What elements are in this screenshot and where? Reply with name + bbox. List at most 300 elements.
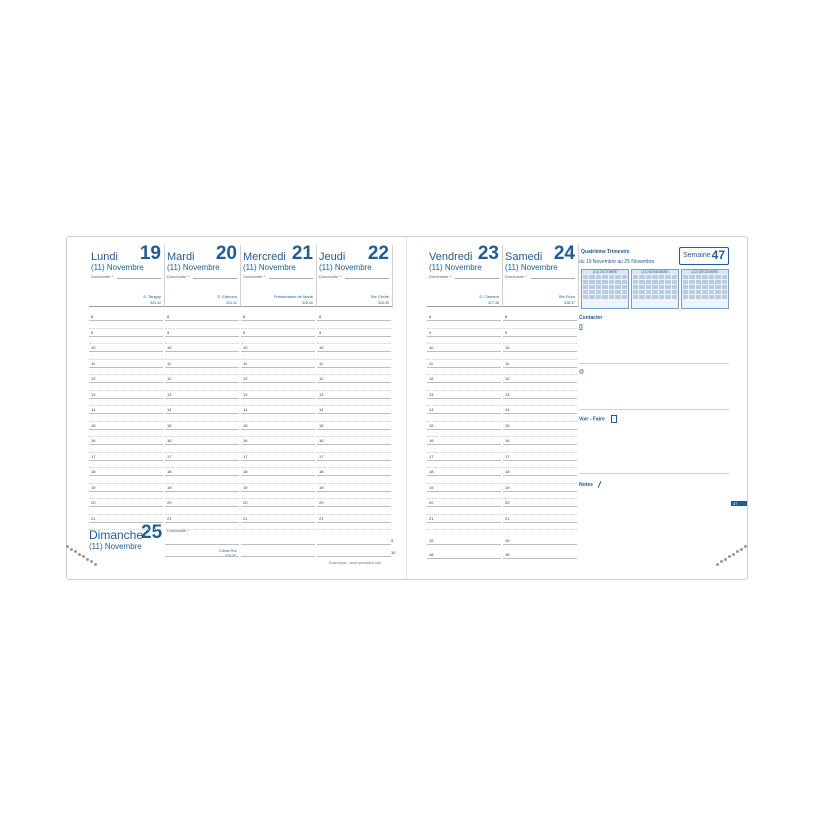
mini-calendar-day bbox=[633, 275, 638, 279]
half-hour-line[interactable] bbox=[89, 514, 163, 515]
hour-label: 11 bbox=[319, 360, 324, 366]
mini-calendar-day bbox=[702, 285, 707, 289]
pen-icon bbox=[597, 481, 601, 488]
hour-line[interactable] bbox=[165, 413, 239, 414]
mini-calendar-day bbox=[646, 295, 651, 299]
hour-line[interactable] bbox=[317, 320, 391, 321]
hour-line[interactable] bbox=[89, 444, 163, 445]
half-hour-line[interactable] bbox=[165, 467, 239, 468]
hour-line[interactable] bbox=[165, 506, 239, 507]
half-hour-line[interactable] bbox=[503, 343, 577, 344]
mini-calendar-day bbox=[689, 285, 694, 289]
day-name: Mercredi bbox=[243, 251, 286, 263]
half-hour-line[interactable] bbox=[427, 483, 501, 484]
contacter-label bbox=[579, 315, 602, 321]
hour-label: 12 bbox=[167, 376, 172, 381]
mini-calendar-day bbox=[652, 295, 657, 299]
saint-name: Ste Flora bbox=[558, 294, 575, 299]
hour-line[interactable] bbox=[241, 398, 315, 399]
half-hour-line[interactable] bbox=[89, 483, 163, 484]
hour-line[interactable] bbox=[241, 351, 315, 352]
hour-line[interactable] bbox=[89, 398, 163, 399]
half-hour-line[interactable] bbox=[165, 390, 239, 391]
day-month: (11) Novembre bbox=[429, 263, 482, 272]
half-hour-line[interactable] bbox=[89, 343, 163, 344]
perforation-dot bbox=[720, 560, 723, 563]
mini-calendar-day bbox=[639, 290, 644, 294]
perforation-dot bbox=[724, 558, 727, 561]
hour-line[interactable] bbox=[241, 506, 315, 507]
hour-line[interactable] bbox=[165, 367, 239, 368]
dominante-line bbox=[269, 278, 313, 279]
hour-line[interactable] bbox=[165, 460, 239, 461]
hour-line[interactable] bbox=[89, 413, 163, 414]
mini-calendar-day bbox=[622, 290, 627, 294]
hour-line[interactable] bbox=[89, 320, 163, 321]
half-hour-line[interactable] bbox=[165, 483, 239, 484]
hour-line[interactable] bbox=[317, 336, 391, 337]
day-month: (11) Novembre bbox=[319, 263, 372, 272]
planner-spread bbox=[66, 236, 748, 580]
half-hour-line[interactable] bbox=[165, 374, 239, 375]
half-hour-line[interactable] bbox=[427, 390, 501, 391]
hour-line[interactable] bbox=[427, 351, 501, 352]
hour-line[interactable] bbox=[427, 558, 501, 559]
hour-line[interactable] bbox=[165, 522, 239, 523]
mini-calendar-day bbox=[633, 285, 638, 289]
half-hour-line[interactable] bbox=[165, 421, 239, 422]
half-hour-line[interactable] bbox=[503, 405, 577, 406]
hour-line[interactable] bbox=[503, 367, 577, 368]
hour-line[interactable] bbox=[427, 475, 501, 476]
perforation-dot bbox=[732, 553, 735, 556]
mini-calendar-day bbox=[589, 295, 594, 299]
phone-icon: ▯ bbox=[579, 324, 583, 331]
mini-calendar-day bbox=[689, 275, 694, 279]
hour-line[interactable] bbox=[89, 506, 163, 507]
mini-calendar-day bbox=[583, 285, 588, 289]
half-hour-line[interactable] bbox=[427, 328, 501, 329]
half-hour-line[interactable] bbox=[503, 436, 577, 437]
mini-calendar-day bbox=[609, 290, 614, 294]
hour-line[interactable] bbox=[427, 398, 501, 399]
mini-calendar-day bbox=[596, 280, 601, 284]
mini-calendar-day bbox=[715, 280, 720, 284]
hour-line[interactable] bbox=[89, 460, 163, 461]
hour-line[interactable] bbox=[165, 444, 239, 445]
half-hour-line[interactable] bbox=[503, 483, 577, 484]
hour-line[interactable] bbox=[317, 491, 391, 492]
half-hour-line[interactable] bbox=[89, 529, 163, 530]
hour-line[interactable] bbox=[503, 413, 577, 414]
mini-calendar-day bbox=[689, 280, 694, 284]
hour-line[interactable] bbox=[503, 336, 577, 337]
mini-calendar-day bbox=[583, 275, 588, 279]
mini-calendar-day bbox=[646, 280, 651, 284]
half-hour-line[interactable] bbox=[317, 374, 391, 375]
half-hour-line[interactable] bbox=[89, 390, 163, 391]
sunday-hour-line[interactable] bbox=[317, 556, 391, 557]
hour-line[interactable] bbox=[241, 475, 315, 476]
hour-line[interactable] bbox=[503, 475, 577, 476]
hour-label: 14 bbox=[91, 407, 96, 412]
hour-label: 16 bbox=[319, 438, 324, 443]
mini-calendar-day bbox=[722, 285, 727, 289]
perforation-dot bbox=[82, 555, 85, 558]
hour-line[interactable] bbox=[241, 413, 315, 414]
dominante-line bbox=[117, 278, 161, 279]
hour-line[interactable] bbox=[427, 320, 501, 321]
mini-calendar-day bbox=[672, 290, 677, 294]
half-hour-line[interactable] bbox=[165, 328, 239, 329]
mini-calendar-day bbox=[659, 295, 664, 299]
half-hour-line[interactable] bbox=[503, 359, 577, 360]
hour-label: 20 bbox=[91, 500, 96, 505]
hour-line[interactable] bbox=[503, 460, 577, 461]
hour-label: 20 bbox=[505, 500, 510, 505]
day-column-saturday bbox=[503, 245, 579, 307]
half-hour-line[interactable] bbox=[241, 343, 315, 344]
mini-calendar-day bbox=[715, 285, 720, 289]
half-hour-line[interactable] bbox=[427, 374, 501, 375]
hour-label: 13 bbox=[505, 391, 510, 397]
half-hour-line[interactable] bbox=[503, 514, 577, 515]
saint-name: Ste Cécile bbox=[370, 294, 389, 299]
half-hour-line[interactable] bbox=[241, 436, 315, 437]
half-hour-line[interactable] bbox=[317, 467, 391, 468]
sunday-hour-line[interactable] bbox=[165, 544, 239, 545]
mini-calendar-day bbox=[639, 280, 644, 284]
hour-line[interactable] bbox=[89, 382, 163, 383]
hour-label: 10 bbox=[505, 345, 510, 350]
hour-line[interactable] bbox=[165, 491, 239, 492]
hour-line[interactable] bbox=[165, 398, 239, 399]
hour-line[interactable] bbox=[427, 382, 501, 383]
hour-line[interactable] bbox=[503, 491, 577, 492]
mini-calendar-day bbox=[683, 275, 688, 279]
half-hour-line[interactable] bbox=[241, 328, 315, 329]
hour-line[interactable] bbox=[241, 429, 315, 430]
hour-line[interactable] bbox=[317, 506, 391, 507]
half-hour-line[interactable] bbox=[317, 436, 391, 437]
dominante-label: Dominante * bbox=[505, 274, 528, 279]
hour-line[interactable] bbox=[89, 491, 163, 492]
hour-line[interactable] bbox=[241, 367, 315, 368]
half-hour-line[interactable] bbox=[241, 467, 315, 468]
hour-label: 16 bbox=[429, 438, 434, 443]
half-hour-line[interactable] bbox=[503, 374, 577, 375]
hour-label: 21 bbox=[505, 515, 510, 521]
hour-line[interactable] bbox=[427, 336, 501, 337]
hour-label: 21 bbox=[167, 515, 172, 521]
day-number: 20 bbox=[215, 243, 237, 264]
hour-label: 10 bbox=[243, 345, 248, 350]
hour-label: 11 bbox=[429, 360, 434, 366]
mini-calendar-title: (12) DÉCEMBRE bbox=[682, 270, 728, 274]
hour-line[interactable] bbox=[165, 382, 239, 383]
hour-line[interactable] bbox=[503, 320, 577, 321]
half-hour-line[interactable] bbox=[165, 529, 239, 530]
half-hour-line[interactable] bbox=[317, 421, 391, 422]
hour-label: 8 bbox=[429, 314, 432, 319]
mini-calendar-day bbox=[702, 295, 707, 299]
hour-label: 10 bbox=[319, 345, 324, 350]
hour-line[interactable] bbox=[503, 558, 577, 559]
hour-line[interactable] bbox=[89, 351, 163, 352]
half-hour-line[interactable] bbox=[317, 514, 391, 515]
half-hour-line[interactable] bbox=[89, 421, 163, 422]
mini-calendar-title: (11) NOVEMBRE bbox=[632, 270, 678, 274]
hour-label: 20 bbox=[167, 500, 172, 505]
hour-line[interactable] bbox=[165, 475, 239, 476]
half-hour-line[interactable] bbox=[427, 452, 501, 453]
perforation-dot bbox=[90, 560, 93, 563]
half-hour-line[interactable] bbox=[165, 452, 239, 453]
hour-line[interactable] bbox=[89, 475, 163, 476]
hour-label: 8 bbox=[243, 314, 246, 319]
half-hour-line[interactable] bbox=[89, 467, 163, 468]
hour-line[interactable] bbox=[317, 460, 391, 461]
half-hour-line[interactable] bbox=[503, 498, 577, 499]
mini-calendar-day bbox=[702, 275, 707, 279]
half-hour-line[interactable] bbox=[241, 452, 315, 453]
hour-label: 13 bbox=[167, 391, 172, 397]
hour-label: 18 bbox=[91, 469, 96, 474]
hour-line[interactable] bbox=[427, 413, 501, 414]
hour-line[interactable] bbox=[89, 367, 163, 368]
mini-calendar-day bbox=[622, 285, 627, 289]
hour-line[interactable] bbox=[165, 320, 239, 321]
hour-line[interactable] bbox=[503, 398, 577, 399]
hour-line[interactable] bbox=[427, 444, 501, 445]
hour-line[interactable] bbox=[317, 413, 391, 414]
voir-faire-label bbox=[579, 415, 617, 423]
day-of-year: 324-41 bbox=[226, 301, 237, 305]
hour-line[interactable] bbox=[427, 429, 501, 430]
half-hour-line[interactable] bbox=[503, 452, 577, 453]
hour-label: 15 bbox=[505, 422, 510, 428]
hour-label: 14 bbox=[243, 407, 248, 412]
hour-line[interactable] bbox=[503, 429, 577, 430]
half-hour-line[interactable] bbox=[317, 452, 391, 453]
perforation-dot bbox=[736, 550, 739, 553]
half-hour-line[interactable] bbox=[427, 529, 501, 530]
hour-line[interactable] bbox=[241, 320, 315, 321]
mini-calendar-december bbox=[681, 269, 729, 309]
half-hour-line[interactable] bbox=[241, 359, 315, 360]
hour-label: 12 bbox=[91, 376, 96, 381]
hour-line[interactable] bbox=[165, 336, 239, 337]
hour-line[interactable] bbox=[241, 460, 315, 461]
hour-label: 12 bbox=[319, 376, 324, 381]
half-hour-line[interactable] bbox=[317, 498, 391, 499]
hour-label: 15 bbox=[429, 538, 434, 543]
hour-line[interactable] bbox=[427, 367, 501, 368]
hour-label: 18 bbox=[429, 469, 434, 474]
hour-line[interactable] bbox=[317, 475, 391, 476]
half-hour-line[interactable] bbox=[165, 514, 239, 515]
half-hour-line[interactable] bbox=[427, 498, 501, 499]
hour-line[interactable] bbox=[241, 522, 315, 523]
mini-calendar-grid bbox=[582, 274, 628, 300]
mini-calendar-title: (10) OCTOBRE bbox=[582, 270, 628, 274]
hour-line[interactable] bbox=[427, 506, 501, 507]
half-hour-line[interactable] bbox=[89, 328, 163, 329]
hour-line[interactable] bbox=[89, 522, 163, 523]
hour-line[interactable] bbox=[427, 460, 501, 461]
hour-line[interactable] bbox=[241, 444, 315, 445]
half-hour-line[interactable] bbox=[503, 328, 577, 329]
half-hour-line[interactable] bbox=[89, 359, 163, 360]
half-hour-line[interactable] bbox=[165, 359, 239, 360]
half-hour-line[interactable] bbox=[317, 328, 391, 329]
hour-label: 12 bbox=[505, 376, 510, 381]
half-hour-line[interactable] bbox=[241, 498, 315, 499]
sunday-dominante: Dominante * bbox=[167, 528, 190, 533]
hour-line[interactable] bbox=[317, 429, 391, 430]
sunday-hour-line[interactable] bbox=[317, 544, 391, 545]
half-hour-line[interactable] bbox=[503, 390, 577, 391]
hour-label: 20 bbox=[429, 500, 434, 505]
hour-line[interactable] bbox=[241, 382, 315, 383]
half-hour-line[interactable] bbox=[317, 529, 391, 530]
half-hour-line[interactable] bbox=[165, 436, 239, 437]
hour-label: 16 bbox=[505, 438, 510, 443]
hour-line[interactable] bbox=[317, 522, 391, 523]
half-hour-line[interactable] bbox=[165, 498, 239, 499]
hour-line[interactable] bbox=[241, 491, 315, 492]
half-hour-line[interactable] bbox=[427, 343, 501, 344]
half-hour-line[interactable] bbox=[89, 374, 163, 375]
sunday-name: Dimanche bbox=[89, 528, 144, 542]
half-hour-line[interactable] bbox=[427, 359, 501, 360]
hour-line[interactable] bbox=[503, 382, 577, 383]
hour-line[interactable] bbox=[89, 429, 163, 430]
mini-calendar-day bbox=[596, 290, 601, 294]
half-hour-line[interactable] bbox=[89, 405, 163, 406]
half-hour-line[interactable] bbox=[241, 374, 315, 375]
half-hour-line[interactable] bbox=[427, 436, 501, 437]
hour-line[interactable] bbox=[503, 444, 577, 445]
hour-line[interactable] bbox=[317, 367, 391, 368]
hour-line[interactable] bbox=[427, 522, 501, 523]
hour-label: 16 bbox=[167, 438, 172, 443]
hour-label: 12 bbox=[429, 376, 434, 381]
half-hour-line[interactable] bbox=[241, 405, 315, 406]
half-hour-line[interactable] bbox=[241, 529, 315, 530]
half-hour-line[interactable] bbox=[89, 436, 163, 437]
perforation-dot bbox=[94, 563, 97, 566]
sunday-hour-line[interactable] bbox=[165, 556, 239, 557]
hour-line[interactable] bbox=[503, 506, 577, 507]
hour-line[interactable] bbox=[503, 522, 577, 523]
hour-line[interactable] bbox=[241, 336, 315, 337]
day-name: Lundi bbox=[91, 251, 118, 263]
hour-label: 19 bbox=[167, 484, 172, 490]
hour-line[interactable] bbox=[165, 351, 239, 352]
half-hour-line[interactable] bbox=[427, 514, 501, 515]
half-hour-line[interactable] bbox=[89, 498, 163, 499]
half-hour-line[interactable] bbox=[241, 514, 315, 515]
hour-line[interactable] bbox=[317, 398, 391, 399]
half-hour-line[interactable] bbox=[165, 405, 239, 406]
saint-name: S. Tanguy bbox=[143, 294, 161, 299]
hour-line[interactable] bbox=[427, 491, 501, 492]
half-hour-line[interactable] bbox=[317, 405, 391, 406]
sunday-hour-line[interactable] bbox=[241, 556, 315, 557]
mini-calendar-day bbox=[709, 280, 714, 284]
mini-calendar-day bbox=[583, 280, 588, 284]
sunday-hour-label: 10 bbox=[391, 550, 396, 555]
hour-label: 9 bbox=[505, 329, 508, 335]
sunday-hour-label: 9 bbox=[391, 538, 394, 543]
mini-calendar-day bbox=[715, 275, 720, 279]
hour-line[interactable] bbox=[503, 351, 577, 352]
mini-calendar-day bbox=[602, 295, 607, 299]
dominante-line bbox=[531, 278, 575, 279]
hour-line[interactable] bbox=[503, 544, 577, 545]
perforation-right bbox=[710, 545, 748, 567]
day-number: 22 bbox=[367, 243, 389, 264]
half-hour-line[interactable] bbox=[427, 421, 501, 422]
hour-line[interactable] bbox=[317, 382, 391, 383]
hour-line[interactable] bbox=[165, 429, 239, 430]
hour-line[interactable] bbox=[89, 336, 163, 337]
half-hour-line[interactable] bbox=[427, 405, 501, 406]
left-page bbox=[67, 237, 406, 579]
mini-calendar-day bbox=[683, 295, 688, 299]
half-hour-line[interactable] bbox=[317, 359, 391, 360]
hour-line[interactable] bbox=[317, 444, 391, 445]
hour-line[interactable] bbox=[317, 351, 391, 352]
sunday-hour-line[interactable] bbox=[241, 544, 315, 545]
half-hour-line[interactable] bbox=[503, 529, 577, 530]
mini-calendar-day bbox=[633, 280, 638, 284]
half-hour-line[interactable] bbox=[317, 483, 391, 484]
half-hour-line[interactable] bbox=[241, 390, 315, 391]
hour-label: 10 bbox=[429, 345, 434, 350]
hour-label: 17 bbox=[429, 453, 434, 459]
sunday-day-of-year: 329-36 bbox=[225, 554, 236, 558]
half-hour-line[interactable] bbox=[241, 421, 315, 422]
perforation-dot bbox=[740, 548, 743, 551]
half-hour-line[interactable] bbox=[427, 467, 501, 468]
hour-label: 20 bbox=[319, 500, 324, 505]
day-column-thursday bbox=[317, 245, 393, 307]
perforation-dot bbox=[86, 558, 89, 561]
mini-calendar-day bbox=[665, 275, 670, 279]
hour-label: 19 bbox=[91, 484, 96, 490]
hour-label: 15 bbox=[243, 422, 248, 428]
half-hour-line[interactable] bbox=[165, 343, 239, 344]
half-hour-line[interactable] bbox=[317, 343, 391, 344]
perforation-dot bbox=[74, 550, 77, 553]
half-hour-line[interactable] bbox=[503, 421, 577, 422]
day-name: Mardi bbox=[167, 251, 195, 263]
hour-line[interactable] bbox=[427, 544, 501, 545]
half-hour-line[interactable] bbox=[317, 390, 391, 391]
mini-calendar-day bbox=[615, 290, 620, 294]
hour-label: 10 bbox=[167, 345, 172, 350]
notes-text: Notes bbox=[579, 481, 593, 488]
half-hour-line[interactable] bbox=[89, 452, 163, 453]
week-number: 47 bbox=[711, 248, 725, 262]
half-hour-line[interactable] bbox=[503, 467, 577, 468]
day-column-friday bbox=[427, 245, 503, 307]
half-hour-line[interactable] bbox=[241, 483, 315, 484]
hour-label: 21 bbox=[319, 515, 324, 521]
mini-calendar-day bbox=[709, 295, 714, 299]
